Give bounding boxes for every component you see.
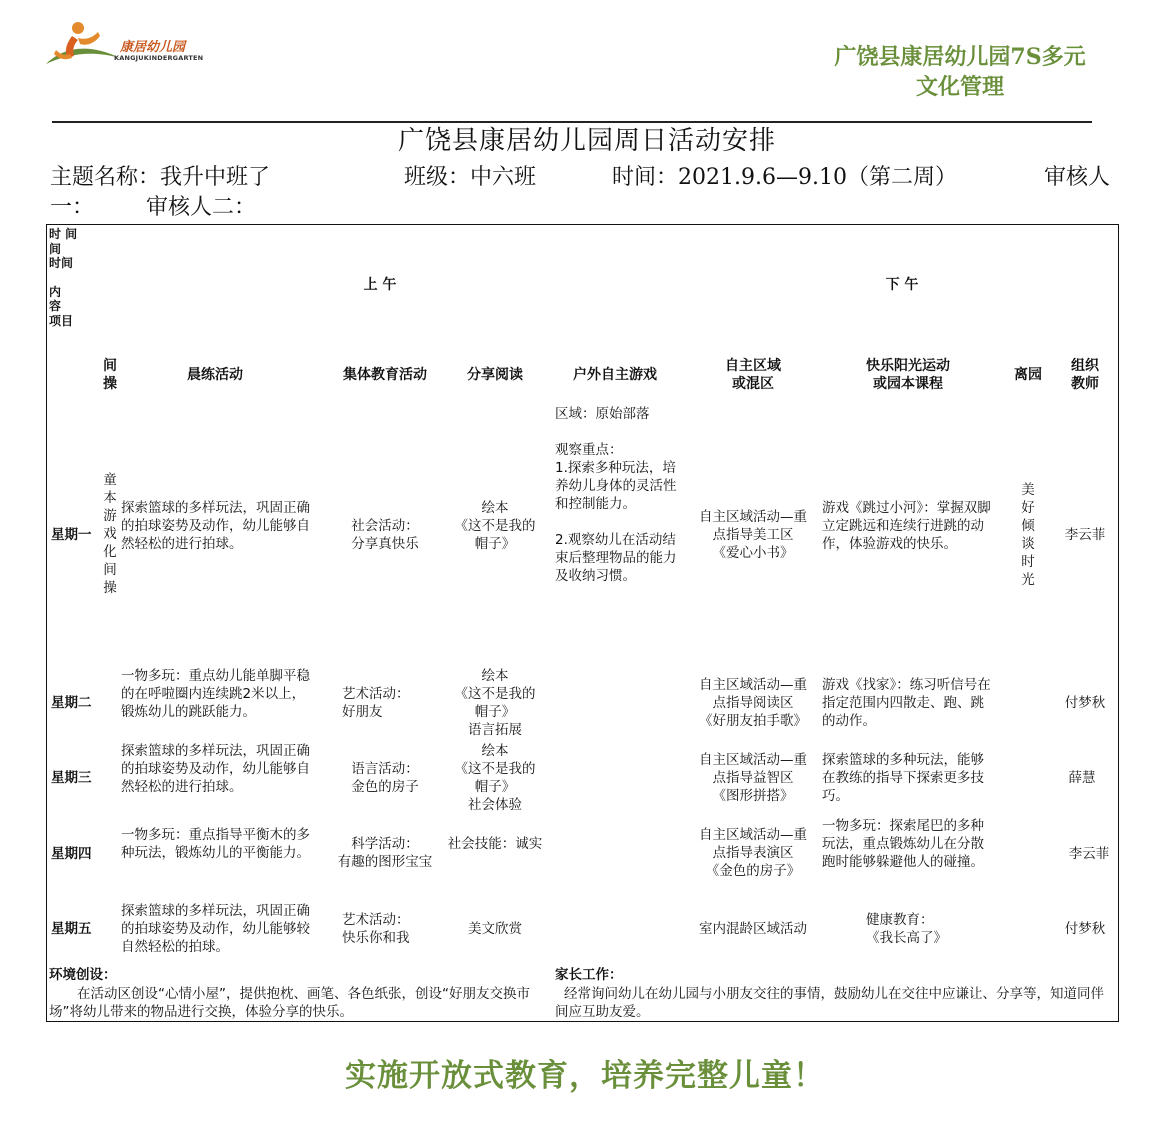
env-label: 环境创设： [49, 967, 117, 983]
corner-line: 项目 [49, 313, 74, 328]
tue-fenxiang: 绘本 《这不是我的帽子》 语言拓展 [454, 668, 536, 738]
col-liyuan: 离园 [1014, 367, 1042, 383]
class-name: 班级：中六班 [404, 165, 537, 190]
day-label-fri: 星期五 [51, 921, 92, 937]
mon-huwai: 区域：原始部落 观察重点： 1.探索多种玩法，培养幼儿身体的灵活性和控制能力。 2.观察幼儿在活动结束后整理物品的能力及收纳习惯。 [555, 406, 677, 584]
fri-teacher: 付梦秋 [1064, 921, 1106, 937]
corner-line: 内 [49, 284, 62, 299]
wed-chenlian: 探索篮球的多样玩法，巩固正确的拍球姿势及动作，幼儿能够自然轻松的进行拍球。 [121, 743, 310, 795]
theme-name: 主题名称：我升中班了 [50, 165, 271, 190]
logo-en-text: KANGJUKINDERGARTEN [114, 54, 204, 62]
header-line-1: 广饶县康居幼儿园7S多元 [834, 44, 1086, 70]
mon-chenlian: 探索篮球的多样玩法，巩固正确的拍球姿势及动作，幼儿能够自然轻松的进行拍球。 [121, 500, 310, 552]
day-label-mon: 星期一 [51, 527, 92, 543]
corner-line: 容 [49, 299, 62, 313]
day-label-tue: 星期二 [51, 695, 92, 711]
wed-quyu: 自主区域活动—重点指导益智区 《图形拼搭》 [699, 752, 807, 804]
corner-line: 时 间 [49, 227, 78, 241]
col-chenlian: 晨练活动 [187, 367, 243, 383]
mon-fenxiang: 绘本 《这不是我的帽子》 [454, 500, 536, 552]
col-fenxiang: 分享阅读 [467, 367, 523, 383]
tue-teacher: 付梦秋 [1064, 695, 1106, 711]
morning-header: 上 午 [363, 277, 397, 293]
tue-chenlian: 一物多玩：重点幼儿能单脚平稳的在呼啦圈内连续跳2米以上，锻炼幼儿的跳跃能力。 [121, 668, 310, 720]
wed-jiti: 语言活动： 金色的房子 [351, 761, 419, 795]
parent-text: 经常询问幼儿在幼儿园与小朋友交往的事情，鼓励幼儿在交往中应谦让、分享等，知道同伴间应互助友爱。 [555, 986, 1104, 1020]
reviewer-one-label-b: 一： [50, 195, 95, 220]
thu-kuaile: 一物多玩：探索尾巴的多种玩法，重点锻炼幼儿在分散跑时能够躲避他人的碰撞。 [822, 818, 984, 870]
tue-quyu: 自主区域活动—重点指导阅读区 《好朋友拍手歌》 [699, 677, 807, 729]
fri-quyu: 室内混龄区域活动 [699, 921, 807, 937]
mon-liyuan: 美 好 倾 谈 时 光 [1021, 482, 1035, 588]
mon-jiti: 社会活动： 分享真快乐 [351, 518, 419, 552]
wed-fenxiang: 绘本 《这不是我的帽子》 社会体验 [454, 743, 536, 813]
wed-teacher: 薛慧 [1068, 770, 1096, 786]
page-title: 广饶县康居幼儿园周日活动安排 [397, 126, 776, 156]
fri-jiti: 艺术活动： 快乐你和我 [342, 912, 410, 946]
logo-figure-icon [42, 18, 122, 70]
col-huwai: 户外自主游戏 [573, 367, 657, 383]
tue-kuaile: 游戏《找家》：练习听信号在指定范围内四散走、跑、跳的动作。 [822, 677, 991, 729]
thu-chenlian: 一物多玩：重点指导平衡木的多种玩法，锻炼幼儿的平衡能力。 [121, 827, 310, 861]
col-kuaile: 快乐阳光运动 或园本课程 [866, 358, 950, 392]
parent-label: 家长工作： [555, 967, 623, 983]
corner-line: 间 [49, 241, 62, 256]
fri-kuaile: 健康教育： 《我长高了》 [866, 912, 947, 946]
header-org-title [790, 42, 1130, 102]
reviewer-two-label: 审核人二： [146, 195, 257, 220]
footer-slogan: 实施开放式教育，培养完整儿童！ [345, 1058, 825, 1094]
day-label-wed: 星期三 [51, 770, 92, 786]
fri-chenlian: 探索篮球的多样玩法，巩固正确的拍球姿势及动作，幼儿能够较自然轻松的拍球。 [121, 903, 310, 955]
table-corner-header [49, 227, 119, 328]
col-jiti: 集体教育活动 [343, 367, 427, 383]
mon-jianca: 童 本 游 戏 化 间 操 [103, 472, 117, 596]
thu-teacher: 李云菲 [1068, 846, 1110, 862]
time-range: 时间：2021.9.6—9.10（第二周） [612, 165, 957, 190]
day-label-thu: 星期四 [51, 846, 92, 862]
mon-quyu: 自主区域活动—重点指导美工区 《爱心小书》 [699, 509, 807, 561]
thu-fenxiang: 社会技能：诚实 [447, 836, 543, 852]
col-quyu: 自主区域 或混区 [725, 358, 781, 392]
wed-kuaile: 探索篮球的多种玩法，能够在教练的指导下探索更多技巧。 [822, 752, 984, 804]
fri-fenxiang: 美文欣赏 [468, 921, 522, 937]
kindergarten-logo [42, 18, 202, 70]
col-zuzhi: 组织 教师 [1071, 358, 1099, 392]
logo-cn-text: 康居幼儿园 [120, 40, 186, 55]
mon-teacher: 李云菲 [1064, 527, 1106, 543]
reviewer-one-label-a: 审核人 [1044, 165, 1111, 190]
mon-kuaile: 游戏《跳过小河》：掌握双脚立定跳远和连续行进跳的动作，体验游戏的快乐。 [822, 500, 991, 552]
afternoon-header: 下 午 [885, 277, 919, 293]
header-line-2: 文化管理 [915, 74, 1004, 100]
thu-quyu: 自主区域活动—重点指导表演区 《金色的房子》 [699, 827, 807, 879]
tue-jiti: 艺术活动： 好朋友 [342, 686, 410, 720]
col-jianca: 间 操 [103, 358, 117, 392]
thu-jiti: 科学活动： 有趣的图形宝宝 [337, 836, 433, 870]
env-text: 在活动区创设“心情小屋”，提供抱枕、画笔、各色纸张，创设“好朋友交换市场”将幼儿带来的物品进行交换，体验分享的快乐。 [49, 986, 530, 1020]
corner-line: 时间 [49, 256, 74, 270]
